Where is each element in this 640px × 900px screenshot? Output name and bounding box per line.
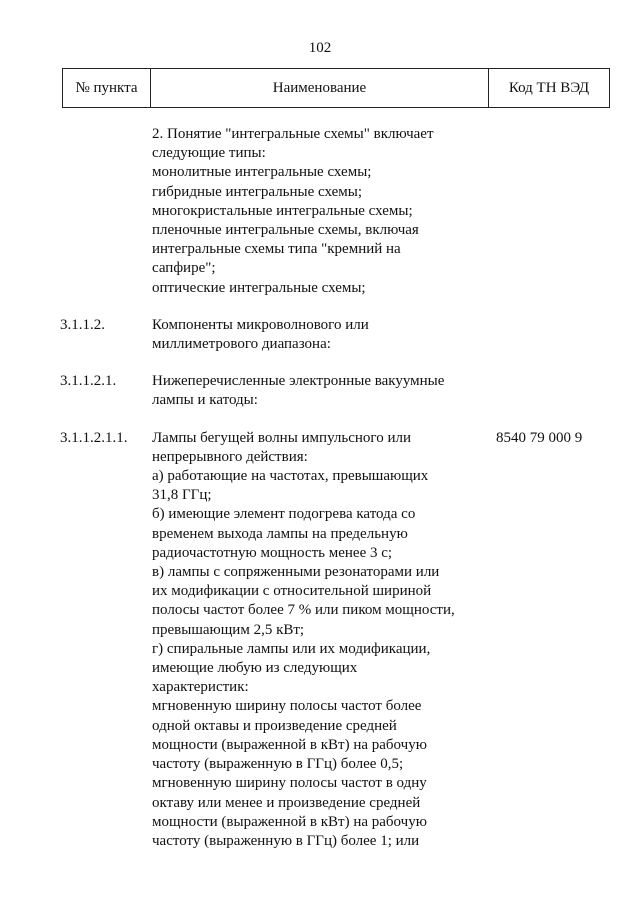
- entry-text: [152, 125, 482, 298]
- entry-line: следующие типы:: [152, 145, 266, 162]
- entry-number: [0, 125, 152, 298]
- entry-line: их модификации с относительной шириной: [152, 583, 432, 600]
- entry-integral-circuits-note: [0, 125, 640, 298]
- entry-line: 31,8 ГГц;: [152, 487, 212, 504]
- entry-line: в) лампы с сопряженными резонаторами или: [152, 564, 440, 581]
- entry-line: характеристик:: [152, 679, 249, 696]
- entry-line: гибридные интегральные схемы;: [152, 183, 363, 200]
- entry-number: 3.1.1.2.1.: [60, 373, 117, 390]
- entry-line: мгновенную ширину полосы частот в одну: [152, 775, 427, 792]
- entry-line: полосы частот более 7 % или пиком мощности,: [152, 602, 455, 619]
- entry-line: мощности (выраженной в кВт) на рабочую: [152, 736, 427, 753]
- entry-line: сапфире";: [152, 260, 216, 277]
- entry-line: лампы и катоды:: [152, 392, 258, 409]
- entry-number: 3.1.1.2.1.1.: [60, 429, 128, 446]
- entry-line: б) имеющие элемент подогрева катода со: [152, 506, 416, 523]
- entry-text: [152, 429, 482, 851]
- entry-line: миллиметрового диапазона:: [152, 336, 331, 353]
- header-name: Наименование: [151, 69, 489, 107]
- entry-3-1-1-2-1: [0, 372, 640, 410]
- entry-line: временем выхода лампы на предельную: [152, 525, 408, 542]
- entry-line: мощности (выраженной в кВт) на рабочую: [152, 813, 427, 830]
- entry-line: многокристальные интегральные схемы;: [152, 202, 413, 219]
- entry-code: [482, 372, 496, 410]
- entry-code: [482, 316, 496, 354]
- entry-number: 3.1.1.2.: [60, 316, 105, 333]
- entry-line: имеющие любую из следующих: [152, 660, 358, 677]
- header-code: Код ТН ВЭД: [508, 79, 590, 96]
- entry-line: непрерывного действия:: [152, 448, 308, 465]
- entry-line: Лампы бегущей волны импульсного или: [152, 429, 411, 446]
- entry-code: 8540 79 000 9: [496, 429, 583, 446]
- entry-line: оптические интегральные схемы;: [152, 279, 366, 296]
- entry-line: одной октавы и произведение средней: [152, 717, 397, 734]
- entry-line: 2. Понятие "интегральные схемы" включает: [152, 126, 434, 142]
- entry-text: [152, 372, 482, 410]
- entry-line: пленочные интегральные схемы, включая: [152, 222, 419, 239]
- entry-line: монолитные интегральные схемы;: [152, 164, 372, 181]
- entry-code: [482, 125, 496, 298]
- entries-list: [0, 125, 640, 869]
- entry-line: интегральные схемы типа "кремний на: [152, 241, 401, 258]
- entry-line: октаву или менее и произведение средней: [152, 794, 421, 811]
- entry-line: а) работающие на частотах, превышающих: [152, 468, 429, 485]
- entry-line: Нижеперечисленные электронные вакуумные: [152, 373, 445, 390]
- entry-line: превышающим 2,5 кВт;: [152, 621, 305, 638]
- entry-line: частоту (выраженную в ГГц) более 1; или: [152, 832, 420, 849]
- entry-3-1-1-2-1-1: [0, 429, 640, 851]
- header-item-number: № пункта: [63, 69, 151, 107]
- entry-line: частоту (выраженную в ГГц) более 0,5;: [152, 756, 404, 773]
- entry-line: мгновенную ширину полосы частот более: [152, 698, 422, 715]
- entry-line: Компоненты микроволнового или: [152, 316, 369, 333]
- entry-text: [152, 316, 482, 354]
- page-number: 102: [308, 40, 332, 56]
- table-header: [62, 68, 610, 108]
- entry-line: радиочастотную мощность менее 3 с;: [152, 544, 393, 561]
- entry-3-1-1-2: [0, 316, 640, 354]
- entry-line: г) спиральные лампы или их модификации,: [152, 640, 431, 657]
